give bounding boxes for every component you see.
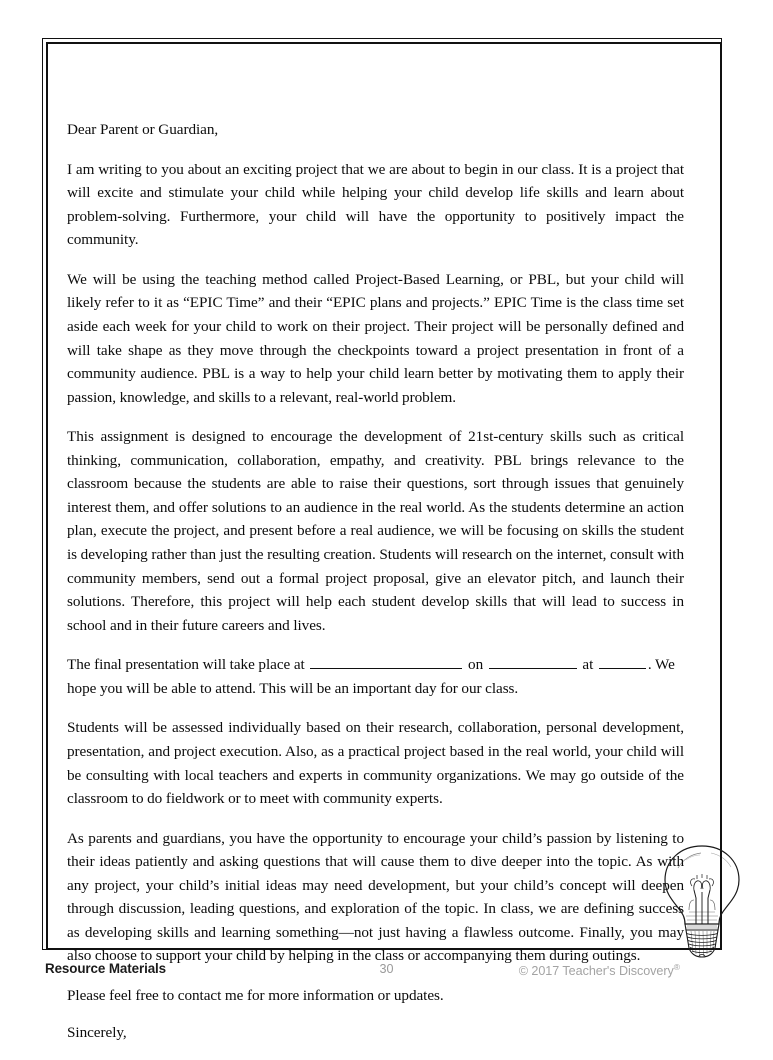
paragraph-parent-role: As parents and guardians, you have the opportunity to encourage your child’s passion by listening to their ideas patiently and asking questions that will cause them to dive deeper into the topic. As with any project, your child’s initial ideas may need development, but your child’s concept will deepen through discussion, leading questions, and exploration of the topic. In class, we are defining success as developing skills and learning something—not just having a flawless outcome. Finally, you may also choose to support your child by helping in the class or accompanying them during outings.: [67, 829, 684, 965]
registered-trademark-icon: ®: [673, 962, 680, 972]
page-number: 30: [379, 962, 394, 976]
paragraph-assessment: Students will be assessed individually based on their research, collaboration, personal development, presentation, and project execution. Also, as a practical project based in the real world, your child will be consulting with local teachers and experts in community organizations. We may go outside of the classroom to do fieldwork or to meet with community experts.: [67, 719, 684, 808]
footer-section-label: Resource Materials: [45, 961, 167, 976]
time-blank[interactable]: [599, 654, 646, 669]
copyright-notice: [519, 962, 680, 978]
date-blank[interactable]: [489, 654, 577, 669]
paragraph-final-presentation: [67, 653, 684, 700]
copyright-text: © 2017 Teacher's Discovery: [518, 964, 674, 979]
paragraph-contact: Please feel free to contact me for more information or updates.: [67, 987, 444, 1004]
fill-text-part4: . We hope you will be able to attend. This will be an important day for our class.: [67, 656, 675, 697]
location-blank[interactable]: [310, 654, 462, 669]
salutation: Dear Parent or Guardian,: [67, 121, 219, 138]
closing-line: Sincerely,: [67, 1023, 127, 1041]
fill-text-part1: The final presentation will take place at: [67, 656, 309, 674]
letter-body: [67, 118, 684, 1060]
fill-text-part3: at: [578, 656, 597, 674]
paragraph-21st-century-skills: This assignment is designed to encourage the development of 21st-century skills such as critical thinking, communication, collaboration, empathy, and creativity. PBL brings relevance to the classroom because the students are able to raise their questions, sort through issues that genuinely interest them, and offer solutions to an audience in the real world. As the students determine an action plan, execute the project, and present before a real audience, we will be focusing on skills the student is developing rather than just the resulting creation. Students will research on the internet, consult with community members, send out a formal project proposal, give an elevator pitch, and launch their solutions. Therefore, this project will help each student develop skills that will lead to success in school and in their future careers and lives.: [67, 428, 684, 634]
paragraph-pbl-method: We will be using the teaching method called Project-Based Learning, or PBL, but your child will likely refer to it as “EPIC Time” and their “EPIC plans and projects.” EPIC Time is the class time set aside each week for your child to work on their project. Their project will be personally defined and will take shape as they move through the checkpoints toward a project presentation in front of a community audience. PBL is a way to help your child learn better by motivating them to apply their passion, knowledge, and skills to a relevant, real-world problem.: [67, 270, 684, 406]
paragraph-intro: I am writing to you about an exciting project that we are about to begin in our class. It is a project that will excite and stimulate your child while helping your child develop life skills and learn about problem-solving. Furthermore, your child will have the opportunity to positively impact the community.: [67, 160, 684, 249]
lightbulb-icon: [656, 840, 748, 958]
fill-text-part2: on: [464, 656, 487, 674]
page-footer: [0, 961, 773, 985]
